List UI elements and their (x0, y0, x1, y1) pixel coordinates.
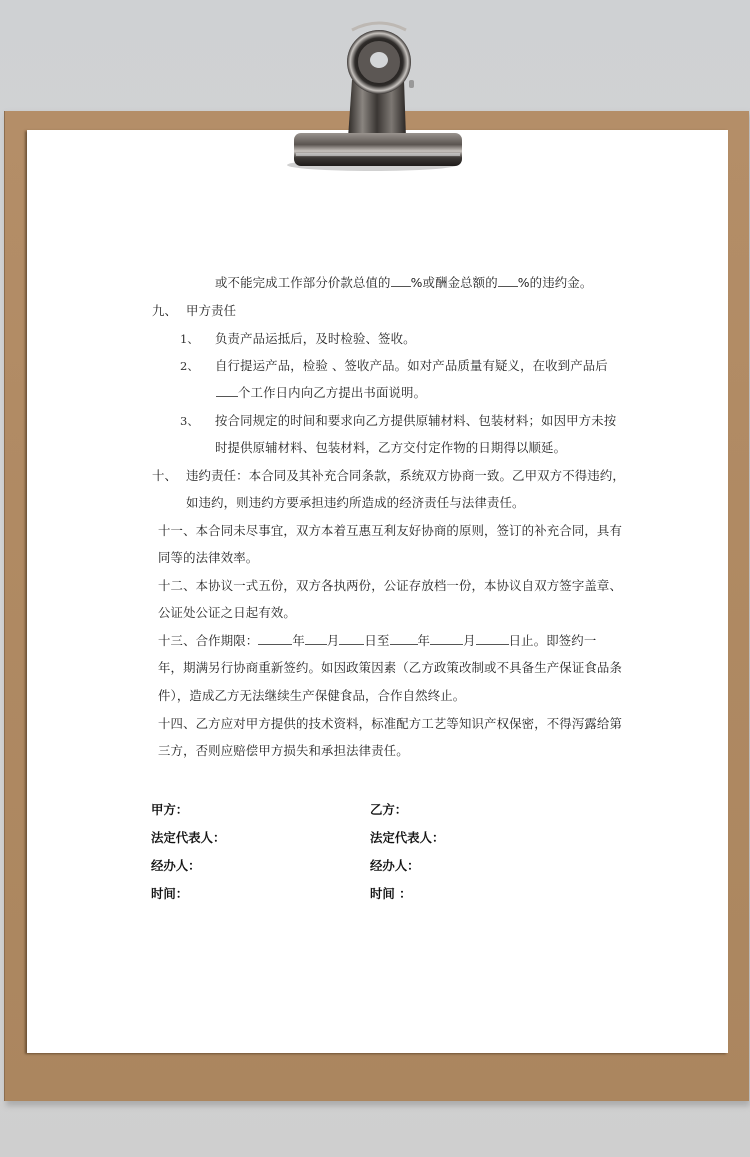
clause-11-cont: 同等的法律效率。 (158, 550, 259, 565)
party-a-handler-label: 经办人： (151, 858, 201, 873)
text-segment: 日至 (364, 633, 390, 648)
clause-10-number: 十、 (152, 468, 178, 483)
paper-sheet (27, 130, 728, 1053)
clause-9-item-1: 负责产品运抵后，及时检验、签收。 (215, 331, 416, 346)
text-segment: 年 (292, 633, 305, 648)
party-a-label: 甲方： (151, 802, 189, 817)
clause-10-cont: 如违约，则违约方要承担违约所造成的经济责任与法律责任。 (186, 495, 525, 510)
clause-9-item-2: 自行提运产品，检验 、签收产品。如对产品质量有疑义，在收到产品后 (215, 358, 608, 373)
text-segment: 个工作日内向乙方提出书面说明。 (238, 385, 427, 400)
text-segment: 或不能完成工作部分价款总值的 (215, 275, 391, 290)
clause-12: 十二、本协议一式五份，双方各执两份，公证存放档一份，本协议自双方签字盖章、 (158, 578, 623, 593)
text-segment: 月 (463, 633, 476, 648)
binder-clip-icon (282, 20, 472, 172)
clause-9-title: 甲方责任 (186, 303, 237, 318)
item-number: 2、 (180, 359, 199, 373)
item-number: 3、 (180, 414, 199, 428)
text-segment: %的违约金。 (517, 275, 593, 290)
party-a-time-label: 时间： (151, 886, 189, 901)
clause-13-cont-2: 件），造成乙方无法继续生产保健食品，合作自然终止。 (158, 688, 466, 703)
party-a-legal-rep-label: 法定代表人： (151, 830, 226, 845)
text-segment: 日止。即签约一 (508, 633, 597, 648)
clause-14-cont: 三方，否则应赔偿甲方损失和承担法律责任。 (158, 743, 409, 758)
party-b-handler-label: 经办人： (370, 858, 420, 873)
text-segment: 月 (326, 633, 340, 648)
clause-11: 十一、本合同未尽事宜，双方本着互惠互利友好协商的原则，签订的补充合同，具有 (158, 523, 623, 538)
clause-12-cont: 公证处公证之日起有效。 (158, 605, 296, 620)
text-segment: %或酬金总额的 (410, 275, 498, 290)
clause-14: 十四、乙方应对甲方提供的技术资料，标准配方工艺等知识产权保密，不得泻露给第 (158, 716, 623, 731)
clause-13-cont-1: 年，期满另行协商重新签约。如因政策因素（乙方政策改制或不具备生产保证食品条 (158, 660, 623, 675)
clause-9-number: 九、 (152, 303, 178, 318)
text-segment: 十三、合作期限： (158, 633, 259, 648)
party-b-label: 乙方： (370, 802, 408, 817)
clause-10: 违约责任：本合同及其补充合同条款，系统双方协商一致。乙甲双方不得违约， (186, 468, 625, 483)
clause-9-item-3-cont: 时提供原辅材料、包装材料，乙方交付定作物的日期得以顺延。 (215, 440, 567, 455)
party-b-legal-rep-label: 法定代表人： (370, 830, 445, 845)
text-segment: 年 (417, 633, 431, 648)
party-b-time-label: 时间 ： (370, 886, 412, 901)
item-number: 1、 (180, 332, 199, 346)
clause-9-item-3: 按合同规定的时间和要求向乙方提供原辅材料、包装材料；如因甲方未按 (215, 413, 617, 428)
